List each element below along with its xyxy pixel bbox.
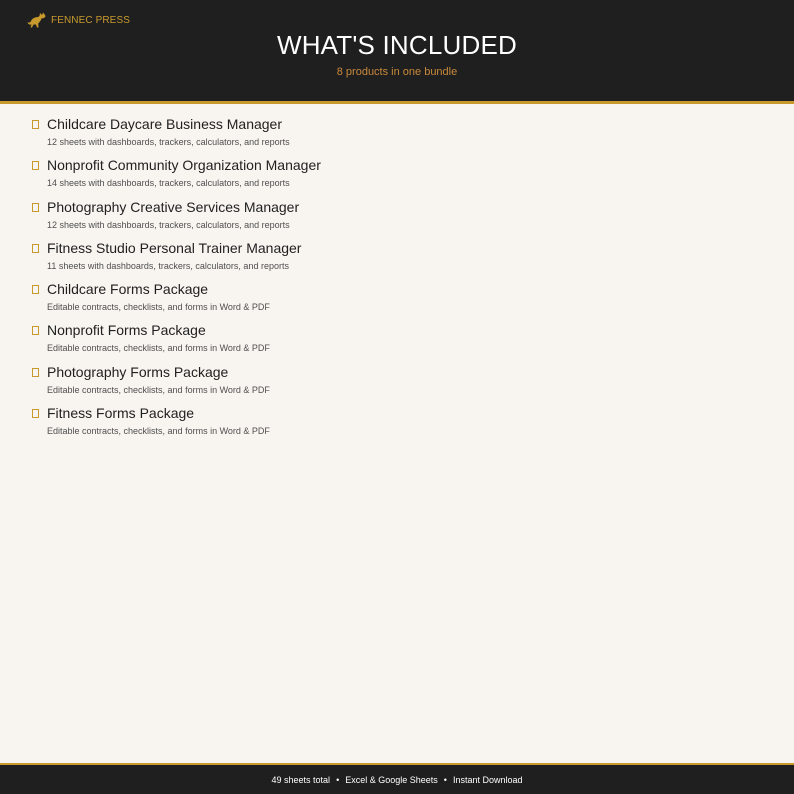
product-description: Editable contracts, checklists, and forms in Word & PDF — [47, 384, 270, 395]
fox-icon — [27, 12, 46, 28]
square-bullet-icon — [32, 203, 39, 212]
product-description: Editable contracts, checklists, and forms in Word & PDF — [47, 302, 270, 313]
product-title: Childcare Forms Package — [47, 281, 209, 298]
product-title: Fitness Studio Personal Trainer Manager — [47, 239, 302, 256]
product-title: Photography Forms Package — [47, 363, 229, 380]
footer-delivery: Instant Download — [452, 774, 523, 785]
square-bullet-icon — [32, 244, 39, 253]
footer-sheets-total: 49 sheets total — [271, 774, 331, 785]
product-description: 12 sheets with dashboards, trackers, calculators, and reports — [47, 219, 290, 230]
product-title: Childcare Daycare Business Manager — [47, 116, 282, 132]
brand — [27, 12, 130, 28]
product-description: Editable contracts, checklists, and forms in Word & PDF — [47, 343, 270, 354]
footer-formats: Excel & Google Sheets — [345, 774, 438, 785]
product-title: Nonprofit Forms Package — [47, 322, 206, 339]
square-bullet-icon — [32, 120, 39, 129]
square-bullet-icon — [32, 409, 39, 418]
header-banner — [0, 0, 794, 104]
footer-separator: • — [443, 774, 447, 785]
brand-name: FENNEC PRESS — [51, 14, 130, 26]
square-bullet-icon — [32, 285, 39, 294]
square-bullet-icon — [32, 161, 39, 170]
product-title: Photography Creative Services Manager — [47, 198, 300, 215]
product-description: 14 sheets with dashboards, trackers, calculators, and reports — [47, 178, 290, 189]
square-bullet-icon — [32, 368, 39, 377]
product-description: 11 sheets with dashboards, trackers, calculators, and reports — [47, 260, 289, 271]
square-bullet-icon — [32, 326, 39, 335]
product-title: Nonprofit Community Organization Manager — [47, 157, 321, 174]
footer-separator: • — [336, 774, 340, 785]
product-title: Fitness Forms Package — [47, 405, 195, 422]
page-title: WHAT'S INCLUDED — [276, 30, 518, 60]
page-subtitle: 8 products in one bundle — [336, 66, 458, 78]
footer-bar — [0, 763, 794, 794]
product-description: Editable contracts, checklists, and forms in Word & PDF — [47, 426, 270, 437]
product-description: 12 sheets with dashboards, trackers, calculators, and reports — [47, 137, 290, 147]
